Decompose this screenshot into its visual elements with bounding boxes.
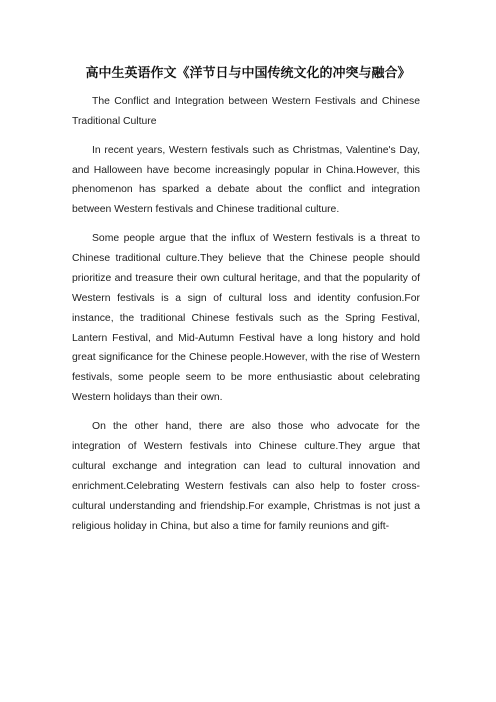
essay-heading-paragraph: The Conflict and Integration between Western Festivals and Chinese Traditional Culture — [72, 96, 420, 127]
document-body — [72, 92, 420, 545]
paragraph: In recent years, Western festivals such as Christmas, Valentine's Day, and Halloween have become increasingly popular in China.However, this phenomenon has sparked a debate about the conflict and integration between Western festivals and Chinese traditional culture. — [72, 144, 420, 216]
paragraph: Some people argue that the influx of Western festivals is a threat to Chinese traditional culture.They believe that the Chinese people should prioritize and treasure their own cultural heritage, and that the popularity of Western festivals is a sign of cultural loss and identity confusion.For instance, the traditional Chinese festivals such as the Spring Festival, Lantern Festival, and Mid-Autumn Festival have a long history and hold great significance for the Chinese people.However, with the rise of Western festivals, some people seem to be more enthusiastic about celebrating Western holidays than their own. — [72, 233, 420, 404]
paragraph: On the other hand, there are also those who advocate for the integration of Western festivals into Chinese culture.They argue that cultural exchange and integration can lead to cultural innovation and enrichment.Celebrating Western festivals can also help to foster cross-cultural understanding and friendship.For example, Christmas is not just a religious holiday in China, but also a time for family reunions and gift- — [72, 420, 420, 532]
document-title: 高中生英语作文《洋节日与中国传统文化的冲突与融合》 — [85, 66, 411, 81]
